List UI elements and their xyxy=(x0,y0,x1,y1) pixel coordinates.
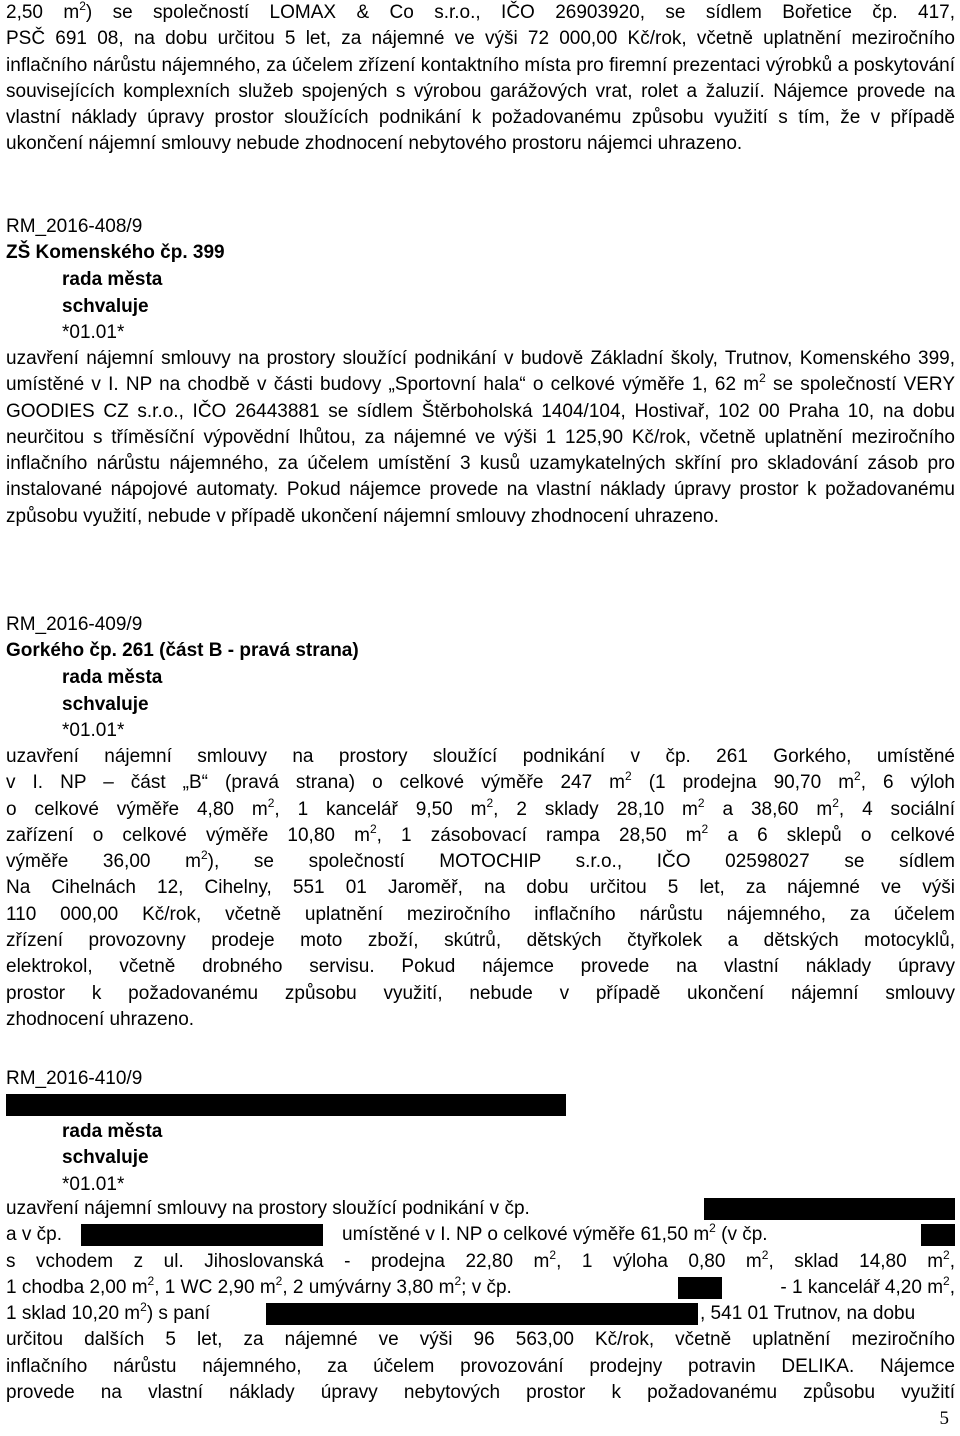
text-line: elektrokol, včetně drobného servisu. Pokud nájemce provede na vlastní náklady úpravy xyxy=(6,956,955,978)
text-line: zhodnocení uhrazeno. xyxy=(6,1008,195,1030)
text-line: výměře 36,00 $m^2$), se společností MOTOCHIP s.r.o., IČO 02598027 se sídlem xyxy=(6,849,955,873)
resolution-text: uzavření nájemní smlouvy na prostory sloužící podnikání v budově Základní školy, Trutnov, Komenského 399, umístěné v I. NP na chodbě v části budovy „Sportovní hala“ o celkové výměře 1, 62 $m^2$ se společností VERY GOODIES CZ s.r.o., IČO 26443881 se sídlem Štěrboholská 1404/104, Hostivař, 102 00 Praha 10, na dobu neurčitou s tříměsíční výpovědní lhůtou, za nájemné ve výši 1 125,90 Kč/rok, včetně uplatnění meziročního inflačního nárůstu nájemného, za účelem umístění 3 kusů uzamykatelných skříní pro skladování zásob pro instalované nápojové automaty. Pokud nájemce provede na vlastní náklady úpravy prostor k požadovanému způsobu využití, nebude v případě ukončení nájemní smlouvy zhodnocení uhrazeno. xyxy=(6,348,955,527)
intro-paragraph xyxy=(6,0,955,158)
redacted-text xyxy=(678,1277,722,1299)
text-line: uzavření nájemní smlouvy na prostory sloužící podnikání v čp. 261 Gorkého, umístěné xyxy=(6,746,955,767)
resolution-ref: RM_2016-408/9 xyxy=(6,216,143,237)
resolution-title: Gorkého čp. 261 (část B - pravá strana) xyxy=(6,640,359,661)
text-line: Na Cihelnách 12, Cihelny, 551 01 Jaroměř, na dobu určitou 5 let, za nájemné ve výši xyxy=(6,877,955,899)
intro-line-1: 2,50 $m^2$) se společností LOMAX & Co s.r.o., IČO 26903920, se sídlem Bořetice čp. 417, xyxy=(6,0,956,23)
resolution-code: *01.01* xyxy=(62,1174,125,1195)
text-line: v I. NP – část „B“ (pravá strana) o celkové výměře 247 $m^2$ (1 prodejna 90,70 $m^2$, 6 výloh xyxy=(6,770,955,794)
resolution-text xyxy=(6,744,955,1033)
redacted-text xyxy=(704,1198,955,1220)
text-line: 110 000,00 Kč/rok, včetně uplatnění meziročního inflačního nárůstu nájemného, za účelem xyxy=(6,903,955,925)
resolution-ref: RM_2016-409/9 xyxy=(6,614,143,635)
redacted-title xyxy=(6,1094,566,1116)
resolution-verb: schvaluje xyxy=(62,296,149,317)
intro-text: PSČ 691 08, na dobu určitou 5 let, za nájemné ve výši 72 000,00 Kč/rok, včetně uplatnění meziročního inflačního nárůstu nájemného, za účelem zřízení kontaktního místa pro firemní prezentaci výrobků a poskytování souvisejících komplexních služeb spojených s výrobou garážových vrat, rolet a žaluzií. Nájemce provede na vlastní náklady úpravy prostor sloužících podnikání k požadovanému způsobu využití s tím, že v případě ukončení nájemní smlouvy nebude zhodnocení nebytového prostoru nájemci uhrazeno. xyxy=(6,28,955,155)
redacted-text xyxy=(81,1224,323,1246)
text-line: zřízení provozovny prodeje moto zboží, skútrů, dětských čtyřkolek a dětských motocyklů, xyxy=(6,930,955,952)
resolution-text: uzavření nájemní smlouvy na prostory sloužící podnikání v čp. a v čp. umístěné v I. NP o celkové výměře 61,50 $m^2$ (v čp. s vchodem z ul. Jihoslovanská - prodejna 22,80 $m^2$, 1 výloha 0,80 $m^2$, sklad 14,80 $m^2$, 1 chodba 2,00 $m^2$, 1 WC 2,90 $m^2$, 2 umývárny 3,80 $m^2$; v čp. - 1 kancelář 4,20 $m^2$, 1 sklad 10,20 $m^2$) s paní , 541 01 Trutnov, na dobu určitou dalších 5 let, za nájemné ve výši 96 563,00 Kč/rok, včetně uplatnění meziročního inflačního nárůstu nájemného, za účelem provozování prodejny potravin DELIKA. Nájemce provede na vlastní náklady úpravy nebytových prostor k požadovanému způsobu využití xyxy=(6,1198,955,1404)
resolution-ref: RM_2016-410/9 xyxy=(6,1068,143,1089)
resolution-title: ZŠ Komenského čp. 399 xyxy=(6,242,225,263)
redacted-text xyxy=(266,1303,698,1325)
text-line: prostor k požadovanému způsobu využití, nebude v případě ukončení nájemní smlouvy xyxy=(6,982,955,1004)
resolution-body: rada města xyxy=(62,1121,163,1142)
resolution-body: rada města xyxy=(62,269,163,290)
page-number: 5 xyxy=(939,1408,949,1429)
redacted-text xyxy=(921,1224,955,1246)
resolution-verb: schvaluje xyxy=(62,694,149,715)
resolution-body: rada města xyxy=(62,667,163,688)
text-line: zařízení o celkové výměře 10,80 $m^2$, 1 zásobovací rampa 28,50 $m^2$ a 6 sklepů o celkové xyxy=(6,822,955,846)
resolution-code: *01.01* xyxy=(62,720,125,741)
text-line: o celkové výměře 4,80 $m^2$, 1 kancelář 9,50 $m^2$, 2 sklady 28,10 $m^2$ a 38,60 $m^2$, 4 sociální xyxy=(6,796,955,820)
resolution-code: *01.01* xyxy=(62,322,125,343)
resolution-verb: schvaluje xyxy=(62,1147,149,1168)
